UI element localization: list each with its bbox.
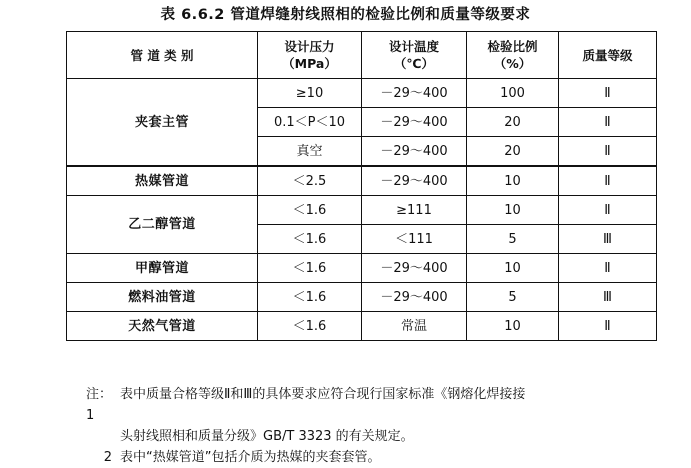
header-ratio-label: 检验比例 <box>487 39 538 54</box>
ratio-cell: 10 <box>467 312 559 341</box>
category-cell: 燃料油管道 <box>67 283 258 312</box>
inspection-requirements-table <box>66 31 657 341</box>
header-temperature-unit: （℃） <box>393 56 435 71</box>
pressure-cell: ＜1.6 <box>258 254 362 283</box>
table-header-row <box>67 32 657 79</box>
header-category: 管 道 类 别 <box>67 32 258 79</box>
table-row <box>67 79 657 108</box>
category-cell: 甲醇管道 <box>67 254 258 283</box>
pressure-cell: 真空 <box>258 137 362 167</box>
note-2 <box>86 447 676 468</box>
grade-cell: Ⅱ <box>559 254 657 283</box>
temperature-cell: －29～400 <box>362 166 467 196</box>
note-prefix: 注：1 <box>86 387 113 423</box>
category-cell: 夹套主管 <box>67 79 258 167</box>
note-1-line-2: 头射线照相和质量分级》GB/T 3323 的有关规定。 <box>120 429 414 444</box>
pressure-cell: ＜1.6 <box>258 225 362 254</box>
ratio-cell: 10 <box>467 254 559 283</box>
pressure-cell: ＜1.6 <box>258 283 362 312</box>
grade-cell: Ⅱ <box>559 108 657 137</box>
category-cell: 天然气管道 <box>67 312 258 341</box>
grade-cell: Ⅲ <box>559 225 657 254</box>
grade-cell: Ⅱ <box>559 79 657 108</box>
grade-cell: Ⅱ <box>559 196 657 225</box>
pressure-cell: ≥10 <box>258 79 362 108</box>
table-row <box>67 312 657 341</box>
pressure-cell: 0.1＜P＜10 <box>258 108 362 137</box>
ratio-cell: 5 <box>467 283 559 312</box>
temperature-cell: ＜111 <box>362 225 467 254</box>
table-notes <box>86 384 676 468</box>
note-2-text: 表中“热媒管道”包括介质为热媒的夹套套管。 <box>120 450 381 465</box>
table-row <box>67 166 657 196</box>
ratio-cell: 10 <box>467 166 559 196</box>
header-ratio <box>467 32 559 79</box>
ratio-cell: 20 <box>467 108 559 137</box>
temperature-cell: －29～400 <box>362 79 467 108</box>
header-grade: 质量等级 <box>559 32 657 79</box>
temperature-cell: ≥111 <box>362 196 467 225</box>
ratio-cell: 100 <box>467 79 559 108</box>
note-1-line-1: 表中质量合格等级Ⅱ和Ⅲ的具体要求应符合现行国家标准《钢熔化焊接接 <box>120 387 526 402</box>
grade-cell: Ⅱ <box>559 166 657 196</box>
table-title: 表 6.6.2 管道焊缝射线照相的检验比例和质量等级要求 <box>160 7 531 23</box>
temperature-cell: －29～400 <box>362 137 467 167</box>
temperature-cell: －29～400 <box>362 108 467 137</box>
pressure-cell: ＜2.5 <box>258 166 362 196</box>
table-row <box>67 254 657 283</box>
table-row <box>67 283 657 312</box>
header-temperature <box>362 32 467 79</box>
grade-cell: Ⅱ <box>559 312 657 341</box>
note-2-number: 2 <box>103 450 112 465</box>
grade-cell: Ⅱ <box>559 137 657 167</box>
temperature-cell: 常温 <box>362 312 467 341</box>
header-pressure-unit: （MPa） <box>282 56 337 71</box>
category-cell: 热媒管道 <box>67 166 258 196</box>
header-temperature-label: 设计温度 <box>388 39 439 54</box>
pressure-cell: ＜1.6 <box>258 312 362 341</box>
temperature-cell: －29～400 <box>362 254 467 283</box>
ratio-cell: 10 <box>467 196 559 225</box>
header-ratio-unit: （%） <box>493 56 532 71</box>
ratio-cell: 5 <box>467 225 559 254</box>
header-pressure-label: 设计压力 <box>284 39 335 54</box>
ratio-cell: 20 <box>467 137 559 167</box>
category-cell: 乙二醇管道 <box>67 196 258 254</box>
header-pressure <box>258 32 362 79</box>
note-1 <box>86 384 676 426</box>
temperature-cell: －29～400 <box>362 283 467 312</box>
table-row <box>67 196 657 225</box>
grade-cell: Ⅲ <box>559 283 657 312</box>
pressure-cell: ＜1.6 <box>258 196 362 225</box>
